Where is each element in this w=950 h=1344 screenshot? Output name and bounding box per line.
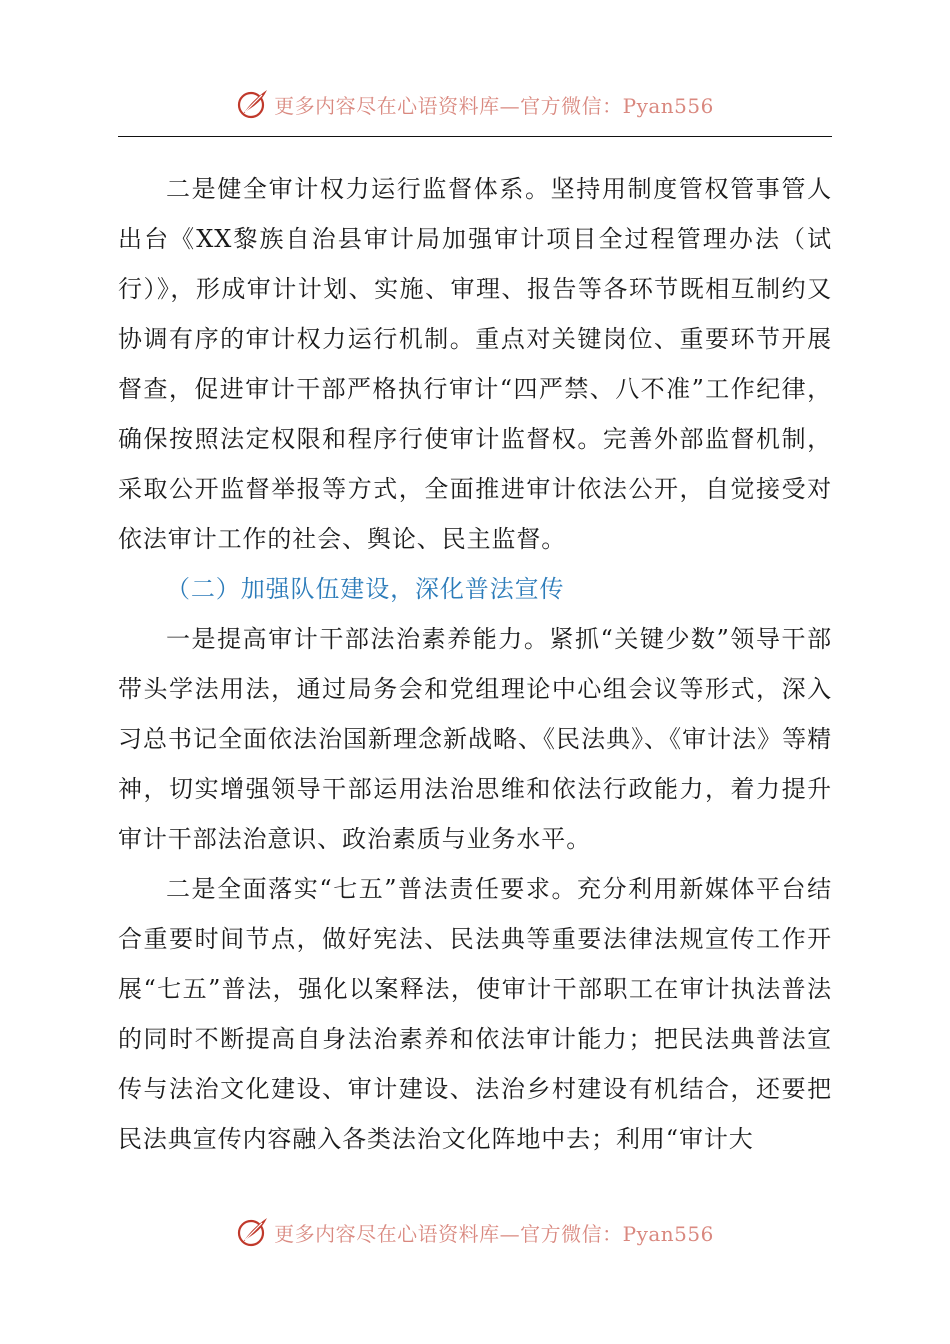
paragraph-supervision-system: 二是健全审计权力运行监督体系。坚持用制度管权管事管人出台《XX黎族自治县审计局加强审计项目全过程管理办法（试行）》，形成审计计划、实施、审理、报告等各环节既相互制约又协调有序的审计权力运行机制。重点对关键岗位、重要环节开展督查，促进审计干部严格执行审计“四严禁、八不准”工作纪律，确保按照法定权限和程序行使审计监督权。完善外部监督机制，采取公开监督举报等方式，全面推进审计依法公开，自觉接受对依法审计工作的社会、舆论、民主监督。 xyxy=(118,175,832,553)
footer-banner xyxy=(0,1212,950,1252)
paragraph-legal-literacy: 一是提高审计干部法治素养能力。紧抓“关键少数”领导干部带头学法用法，通过局务会和党组理论中心组会议等形式，深入习总书记全面依法治国新理念新战略、《民法典》、《审计法》等精神，切实增强领导干部运用法治思维和依法行政能力，着力提升审计干部法治意识、政治素质与业务水平。 xyxy=(118,625,832,853)
feather-pen-logo-icon xyxy=(236,87,270,121)
header-banner xyxy=(0,84,950,124)
banner-text: 更多内容尽在心语资料库—官方微信：Pyan556 xyxy=(274,93,714,118)
paragraph-law-popularization: 二是全面落实“七五”普法责任要求。充分利用新媒体平台结合重要时间节点，做好宪法、民法典等重要法律法规宣传工作开展“七五”普法，强化以案释法，使审计干部职工在审计执法普法的同时不断提高自身法治素养和依法审计能力；把民法典普法宣传与法治文化建设、审计建设、法治乡村建设有机结合，还要把民法典宣传内容融入各类法治文化阵地中去；利用“审计大 xyxy=(118,875,832,1153)
section-heading-team-building: （二）加强队伍建设，深化普法宣传 xyxy=(166,575,565,603)
banner-text: 更多内容尽在心语资料库—官方微信：Pyan556 xyxy=(274,1221,714,1246)
header-divider xyxy=(118,136,832,137)
feather-pen-logo-icon xyxy=(236,1215,270,1249)
document-body xyxy=(118,164,832,1164)
